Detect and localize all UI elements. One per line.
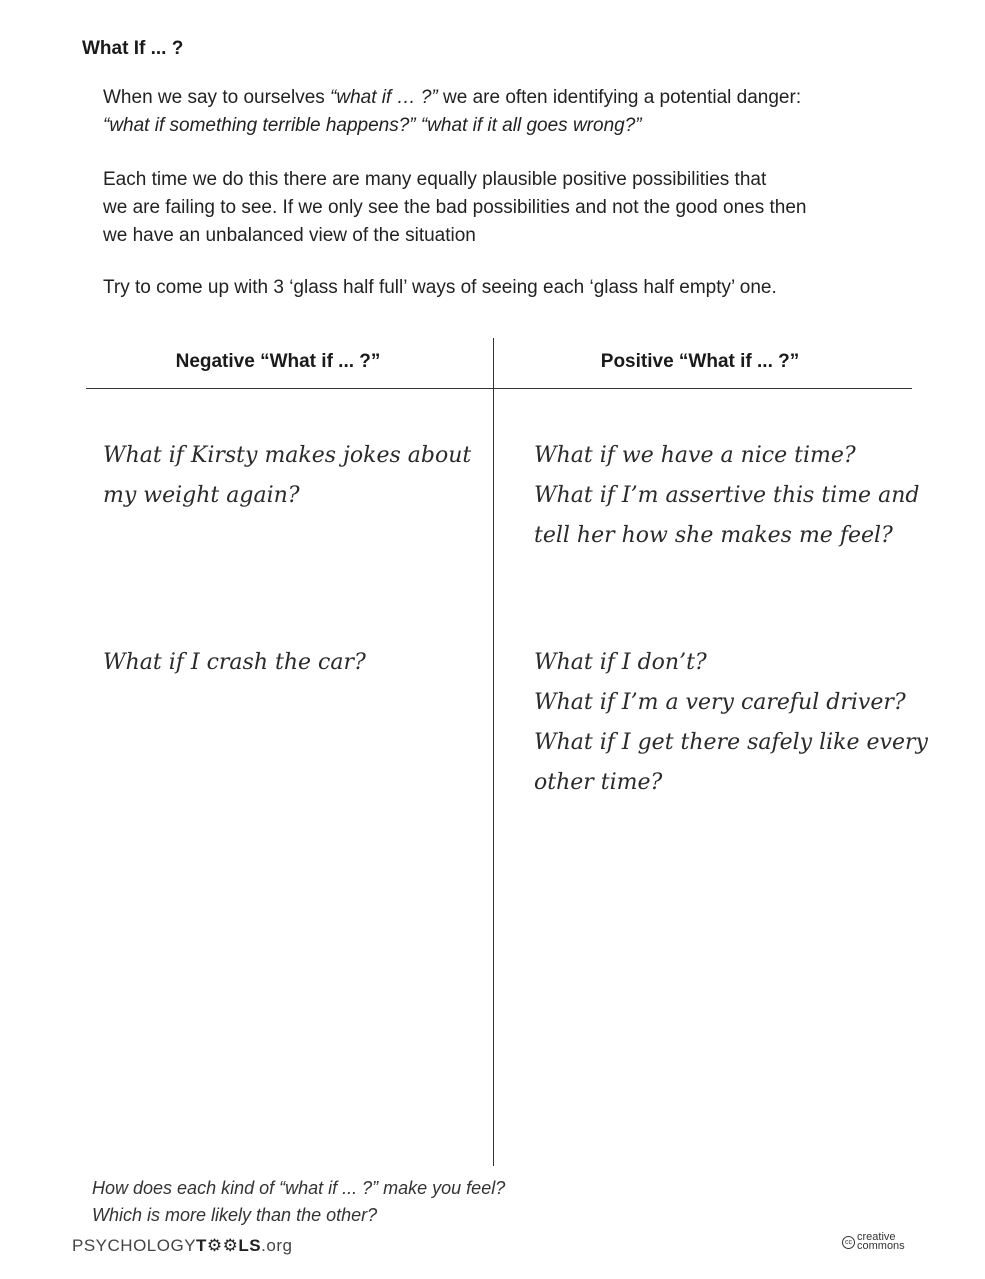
positive-column-header: Positive “What if ... ?” — [600, 351, 800, 372]
cc-icon: cc — [842, 1236, 855, 1249]
paragraph-line: Each time we do this there are many equally plausible positive possibilities that — [103, 169, 767, 190]
negative-column-header: Negative “What if ... ?” — [175, 351, 381, 372]
negative-entry-1[interactable] — [103, 436, 473, 516]
reflection-question-2: Which is more likely than the other? — [92, 1205, 378, 1225]
brand-logo — [72, 1236, 292, 1256]
handwritten-line: What if I’m assertive this time and — [534, 483, 920, 508]
intro-paragraph-1 — [103, 84, 923, 140]
brand-suffix: .org — [261, 1236, 293, 1255]
instruction: Try to come up with 3 ‘glass half full’ ways of seeing each ‘glass half empty’ one. — [103, 277, 777, 298]
handwritten-line: What if Kirsty makes jokes about — [103, 443, 472, 468]
negative-entry-2[interactable] — [103, 643, 473, 683]
positive-entry-2[interactable] — [534, 643, 928, 803]
paragraph-line: we are failing to see. If we only see the bad possibilities and not the good ones then — [103, 197, 807, 218]
handwritten-line: What if I get there safely like every — [534, 730, 928, 755]
reflection-question-1: How does each kind of “what if ... ?” make you feel? — [92, 1178, 506, 1198]
handwritten-line: What if we have a nice time? — [534, 443, 856, 468]
handwritten-line: other time? — [534, 770, 663, 795]
brand-text: PSYCHOLOGY — [72, 1236, 197, 1255]
positive-entry-1[interactable] — [534, 436, 920, 556]
intro-text: we are often identifying a potential danger: — [437, 87, 802, 108]
intro-text: When we say to ourselves — [103, 87, 331, 108]
table-header-divider — [86, 388, 912, 389]
handwritten-line: What if I crash the car? — [103, 650, 366, 675]
paragraph-line: we have an unbalanced view of the situation — [103, 225, 476, 246]
intro-quote: “what if … ?” — [330, 87, 438, 108]
handwritten-line: my weight again? — [103, 483, 300, 508]
cc-label: commons — [857, 1240, 905, 1252]
intro-paragraph-2 — [103, 166, 933, 250]
creative-commons-badge — [842, 1233, 905, 1251]
handwritten-line: What if I don’t? — [534, 650, 707, 675]
intro-examples: “what if something terrible happens?” “what if it all goes wrong?” — [103, 115, 642, 136]
handwritten-line: What if I’m a very careful driver? — [534, 690, 906, 715]
table-column-divider — [493, 338, 494, 1166]
cc-label: creative — [857, 1231, 896, 1243]
brand-text-bold: T⚙⚙LS — [196, 1236, 262, 1255]
page-title: What If ... ? — [82, 38, 184, 59]
handwritten-line: tell her how she makes me feel? — [534, 523, 893, 548]
